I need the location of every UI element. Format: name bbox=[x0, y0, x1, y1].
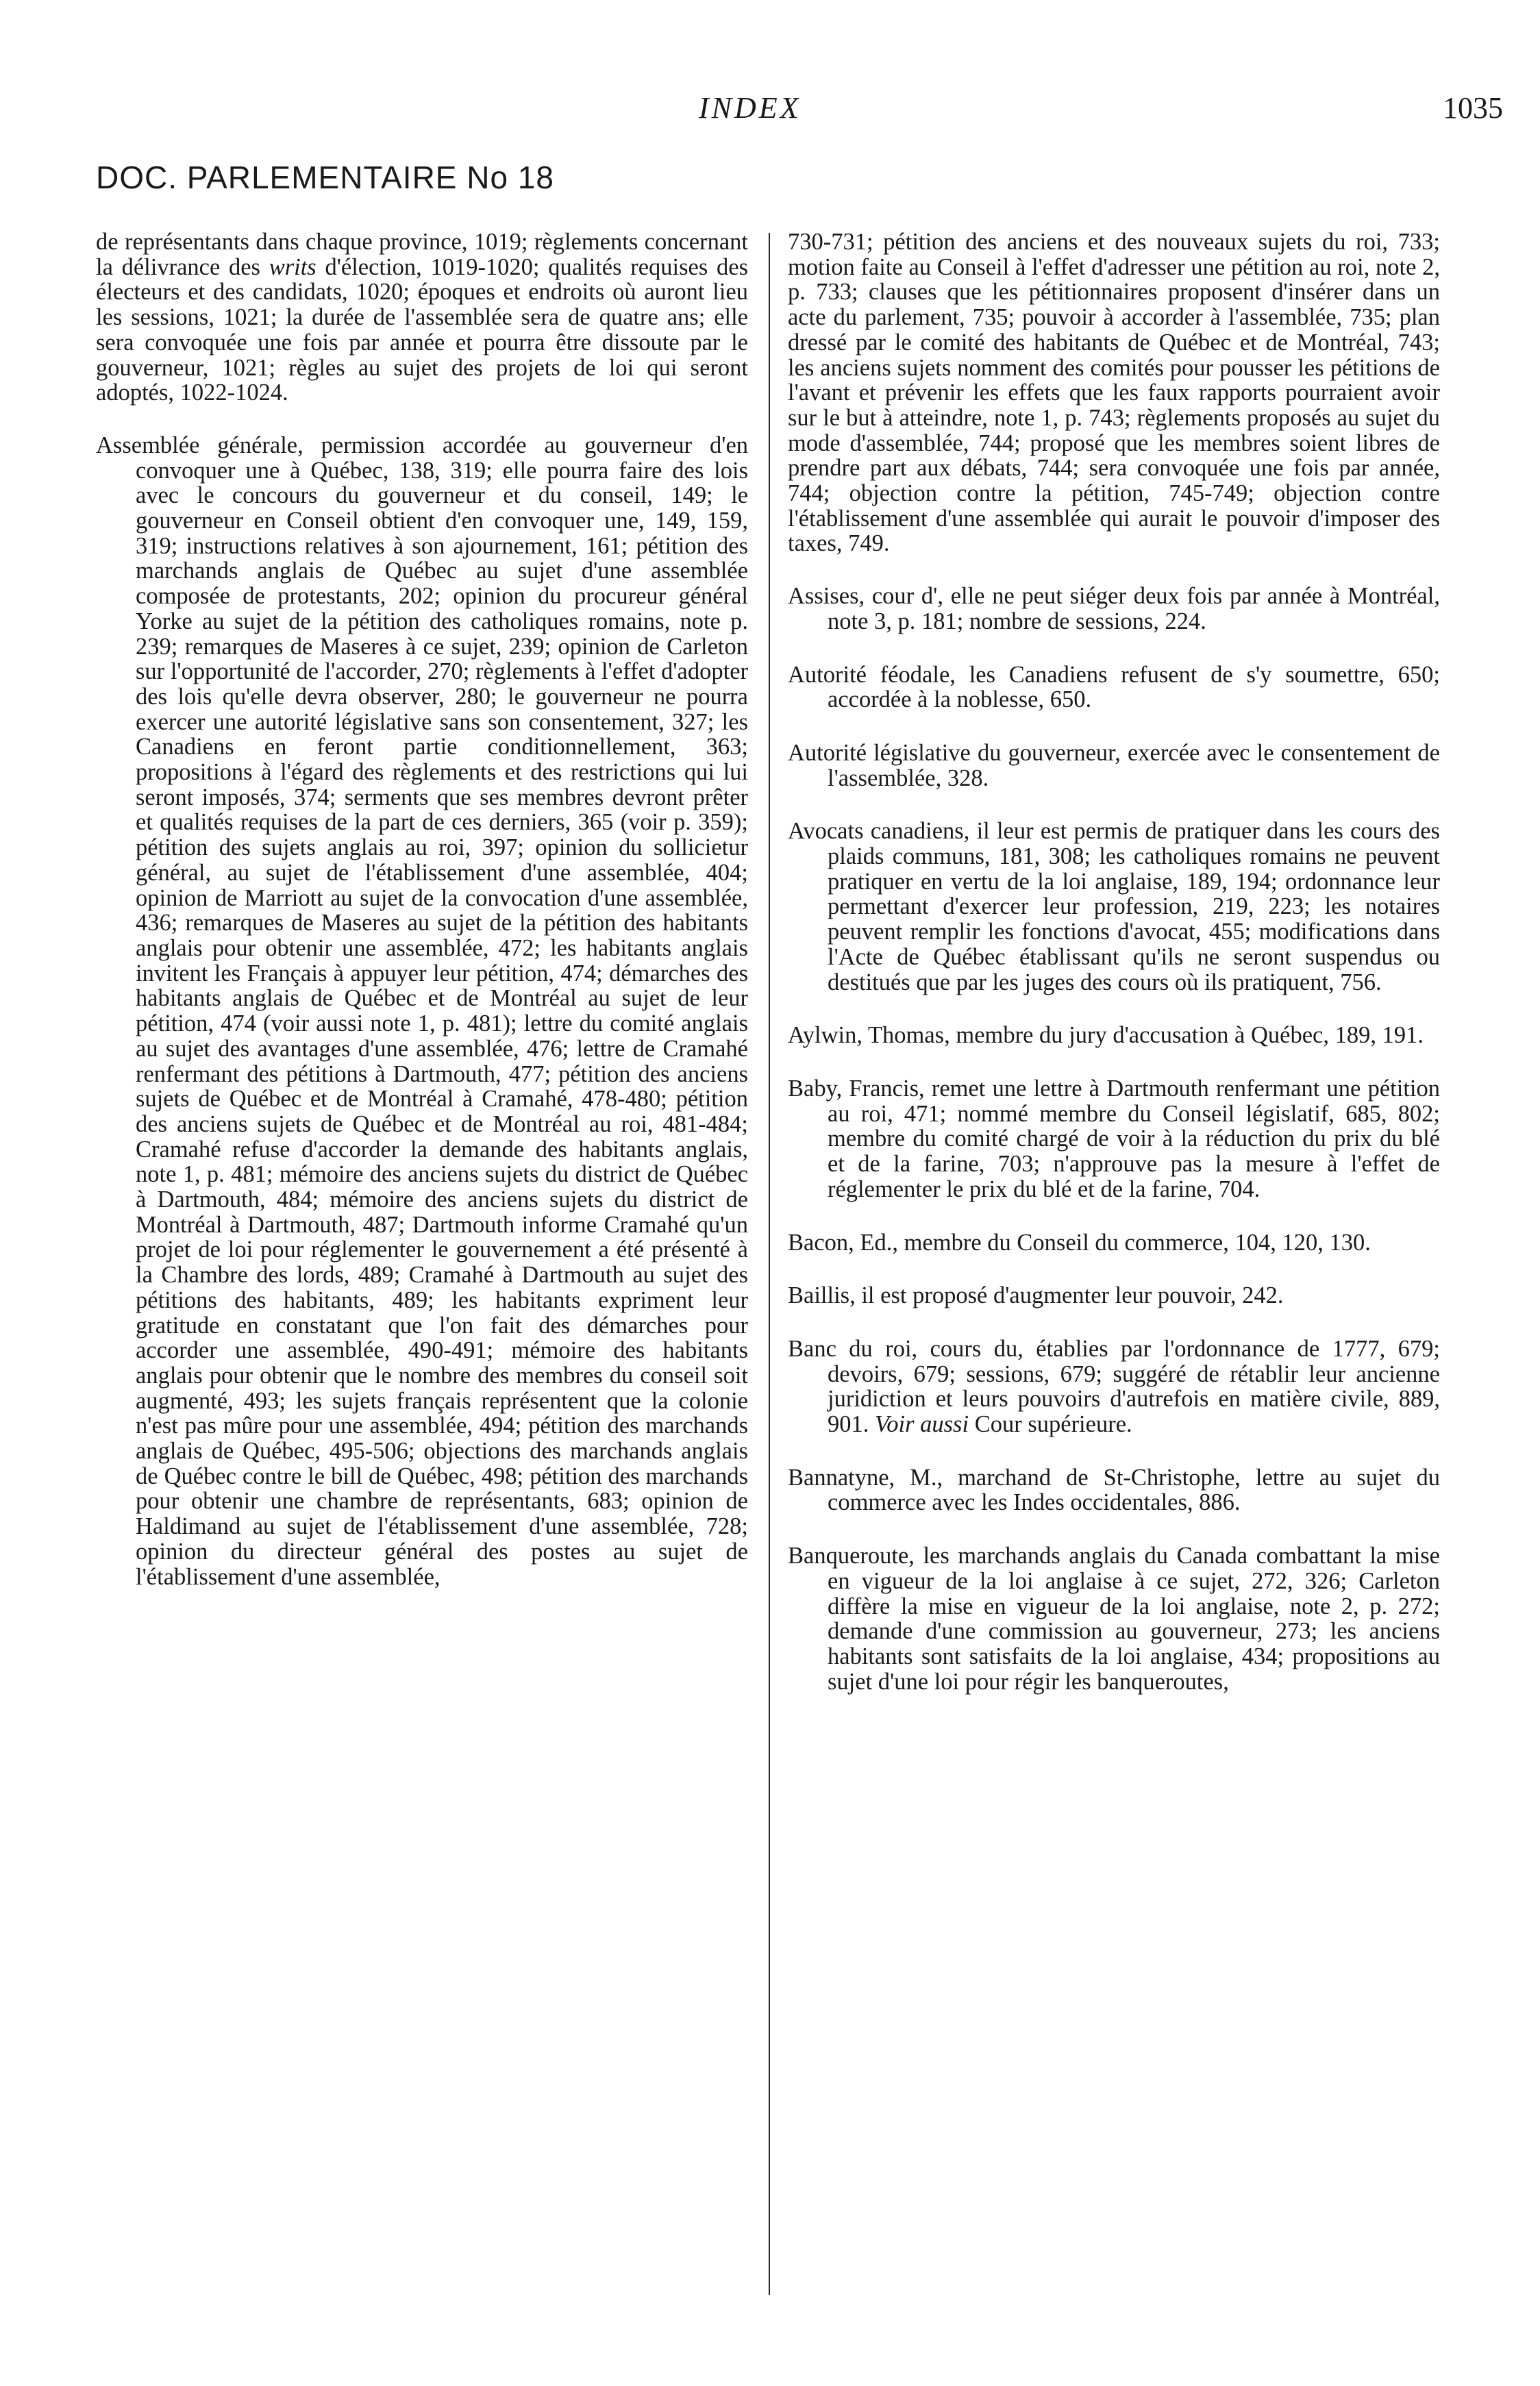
entry-text: , établies par l'ordonnance de 1777, 679; devoirs, 679; sessions, 679; suggéré de rétablir leur ancienne juridiction et leurs pouvoirs d'autrefois en matière civile, 889, 901. bbox=[828, 1335, 1440, 1438]
entry-text: , remet une lettre à Dartmouth renfermant une pétition au roi, 471; nommé membre du Conseil législatif, 685, 802; membre du comité chargé de voir à la réduction du prix du blé et de la farine, 703; n'approuve pas la mesure à l'effet de réglementer le prix du blé et de la farine, 704. bbox=[828, 1075, 1440, 1202]
entry-text: , membre du jury d'accusation à Québec, 189, 191. bbox=[944, 1022, 1424, 1049]
see-also-target: Cour supérieure. bbox=[969, 1411, 1132, 1438]
index-entry bbox=[788, 1076, 1440, 1202]
entry-text: , exercée avec le consentement de l'assemblée, 328. bbox=[828, 739, 1440, 791]
continued-entry: 730-731; pétition des anciens et des nouveaux sujets du roi, 733; motion faite au Conseil à l'effet d'adresser une pétition au roi, note 2, p. 733; clauses que les pétitionnaires proposent d'insérer dans un acte du parlement, 735; pouvoir à accorder à l'assemblée, 735; plan dressé par le comité des habitants de Québec et de Montréal, 743; les anciens sujets nomment des comités pour pousser les pétitions de l'avant et prévenir les effets que les faux rapports pourraient avoir sur le but à atteindre, note 1, p. 743; règlements proposés au sujet du mode d'assemblée, 744; proposé que les membres soient libres de prendre part aux débats, 744; sera convoquée une fois par année, 744; objection contre la pétition, 745-749; objection contre l'établissement d'une assemblée qui aurait le pouvoir d'imposer des taxes, 749. bbox=[788, 229, 1440, 557]
index-entry bbox=[788, 741, 1440, 791]
entry-heading: Baby, Francis bbox=[788, 1075, 919, 1102]
continued-text-end: d'élection, 1019-1020; qualités requises des électeurs et des candidats, 1020; époques et endroits où auront lieu les sessions, 1021; la durée de l'assemblée sera de quatre ans; elle sera convoquée une fois par année et pourra être dissoute par le gouverneur, 1021; règles au sujet des projets de loi qui seront adoptés, 1022-1024. bbox=[96, 253, 748, 406]
entry-text: , les Canadiens refusent de s'y soumettre, 650; accordée à la noblesse, 650. bbox=[828, 661, 1440, 713]
continued-text-start: de représentants dans chaque province, 1019; règlements concernant la délivrance des bbox=[96, 229, 748, 280]
running-title: INDEX bbox=[699, 91, 802, 125]
left-column bbox=[96, 229, 748, 1617]
entry-text: , les marchands anglais du Canada combattant la mise en vigueur de la loi anglaise à ce sujet, 272, 326; Carleton diffère la mise en vigueur de la loi anglaise, note 2, p. 272; demande d'une commission au gouverneur, 273; les anciens habitants sont satisfaits de la loi anglaise, 434; propositions au sujet d'une loi pour régir les banqueroutes, bbox=[828, 1543, 1440, 1695]
entry-heading: Banqueroute bbox=[788, 1543, 909, 1569]
entry-heading: Assises, cour d' bbox=[788, 583, 938, 610]
entry-heading: Baillis bbox=[788, 1282, 850, 1309]
entry-text: , permission accordée au gouverneur d'en convoquer une à Québec, 138, 319; elle pourra faire des lois avec le concours du gouverneur et du conseil, 149; le gouverneur en Conseil obtient d'en convoquer une, 149, 159, 319; instructions relatives à son ajournement, 161; pétition des marchands anglais de Québec au sujet d'une assemblée composée de protestants, 202; opinion du procureur général Yorke au sujet de la pétition des catholiques romains, note p. 239; remarques de Maseres à ce sujet, 239; opinion de Carleton sur l'opportunité de l'accorder, 270; règlements à l'effet d'adopter des lois qu'elle devra observer, 280; le gouverneur ne pourra exercer une autorité législative sans son consentement, 327; les Canadiens en feront partie conditionnellement, 363; propositions à l'égard des règlements et des restrictions qui lui seront imposés, 374; serments que ses membres devront prêter et qualités requises de la part de ces derniers, 365 (voir p. 359); pétition des sujets anglais au roi, 397; opinion du sollicietur général, au sujet de l'établissement d'une assemblée, 404; opinion de Marriott au sujet de la convocation d'une assemblée, 436; remarques de Maseres au sujet de la pétition des habitants anglais pour obtenir une assemblée, 472; les habitants anglais invitent les Français à appuyer leur pétition, 474; démarches des habitants anglais de Québec et de Montréal au sujet de leur pétition, 474 (voir aussi note 1, p. 481); lettre du comité anglais au sujet des avantages d'une assemblée, 476; lettre de Cramahé renfermant des pétitions à Dartmouth, 477; pétition des anciens sujets de Québec et de Montréal à Cramahé, 478-480; pétition des anciens sujets de Québec et de Montréal au roi, 481-484; Cramahé refuse d'accorder la demande des habitants anglais, note 1, p. 481; mémoire des anciens sujets du district de Québec à Dartmouth, 484; mémoire des anciens sujets du district de Montréal à Dartmouth, 487; Dartmouth informe Cramahé qu'un projet de loi pour réglementer le gouvernement a été présenté à la Chambre des lords, 489; Cramahé à Dartmouth au sujet des pétitions des habitants, 489; les habitants expriment leur gratitude en constatant que l'on fait des démarches pour accorder une assemblée, 490-491; mémoire des habitants anglais pour obtenir que le nombre des membres du conseil soit augmenté, 493; les sujets français représentent que la colonie n'est pas mûre pour une assemblée, 494; pétition des marchands anglais de Québec, 495-506; objections des marchands anglais de Québec contre le bill de Québec, 498; pétition des marchands pour obtenir une chambre de représentants, 683; opinion de Haldimand au sujet de l'établissement d'une assemblée, 728; opinion du directeur général des postes au sujet de l'établissement d'une assemblée, bbox=[136, 432, 749, 1590]
entry-text: , il leur est permis de pratiquer dans les cours des plaids communs, 181, 308; les catholiques romains ne peuvent pratiquer en vertu de la loi anglaise, 189, 194; ordonnance leur permettant d'exercer leur profession, 219, 223; les notaires peuvent remplir les fonctions d'avocat, 455; modifications dans l'Acte de Québec établissant qu'ils ne seront suspendus ou destitués que par les juges des cours où ils pratiquent, 756. bbox=[828, 818, 1440, 995]
entry-heading: Avocats canadiens bbox=[788, 818, 964, 845]
index-entry bbox=[788, 1543, 1440, 1694]
index-entry bbox=[788, 584, 1440, 634]
entry-text: , il est proposé d'augmenter leur pouvoir, 242. bbox=[849, 1282, 1284, 1309]
index-entry bbox=[788, 819, 1440, 995]
entry-text: , membre du Conseil du commerce, 104, 120, 130. bbox=[892, 1229, 1371, 1256]
index-entry bbox=[788, 1283, 1440, 1308]
index-entry bbox=[788, 1465, 1440, 1515]
continued-entry bbox=[96, 229, 748, 406]
see-also-label: Voir aussi bbox=[875, 1411, 969, 1438]
entry-heading: Bannatyne, M. bbox=[788, 1464, 937, 1491]
entry-heading: Autorité législative du gouverneur bbox=[788, 739, 1115, 766]
entry-heading: Banc du roi, cours du bbox=[788, 1335, 1018, 1362]
document-label: DOC. PARLEMENTAIRE No 18 bbox=[96, 160, 555, 195]
column-divider bbox=[769, 233, 770, 2295]
page-header bbox=[0, 0, 1540, 212]
entry-text: , elle ne peut siéger deux fois par année à Montréal, note 3, p. 181; nombre de sessions, 224. bbox=[828, 583, 1440, 634]
index-entry bbox=[788, 1337, 1440, 1437]
index-entry bbox=[788, 1230, 1440, 1256]
entry-heading: Bacon, Ed. bbox=[788, 1229, 893, 1256]
entry-heading: Autorité féodale bbox=[788, 661, 950, 688]
right-column bbox=[788, 229, 1440, 1722]
entry-heading: Aylwin, Thomas bbox=[788, 1022, 945, 1049]
entry-heading: Assemblée générale bbox=[96, 432, 298, 458]
index-entry bbox=[788, 1023, 1440, 1048]
index-entry bbox=[96, 433, 748, 1589]
page-number: 1035 bbox=[1443, 91, 1503, 125]
index-entry bbox=[788, 662, 1440, 712]
continued-text-italic: writs bbox=[269, 253, 316, 280]
entry-text: , marchand de St-Christophe, lettre au sujet du commerce avec les Indes occidentales, 886. bbox=[828, 1464, 1440, 1516]
